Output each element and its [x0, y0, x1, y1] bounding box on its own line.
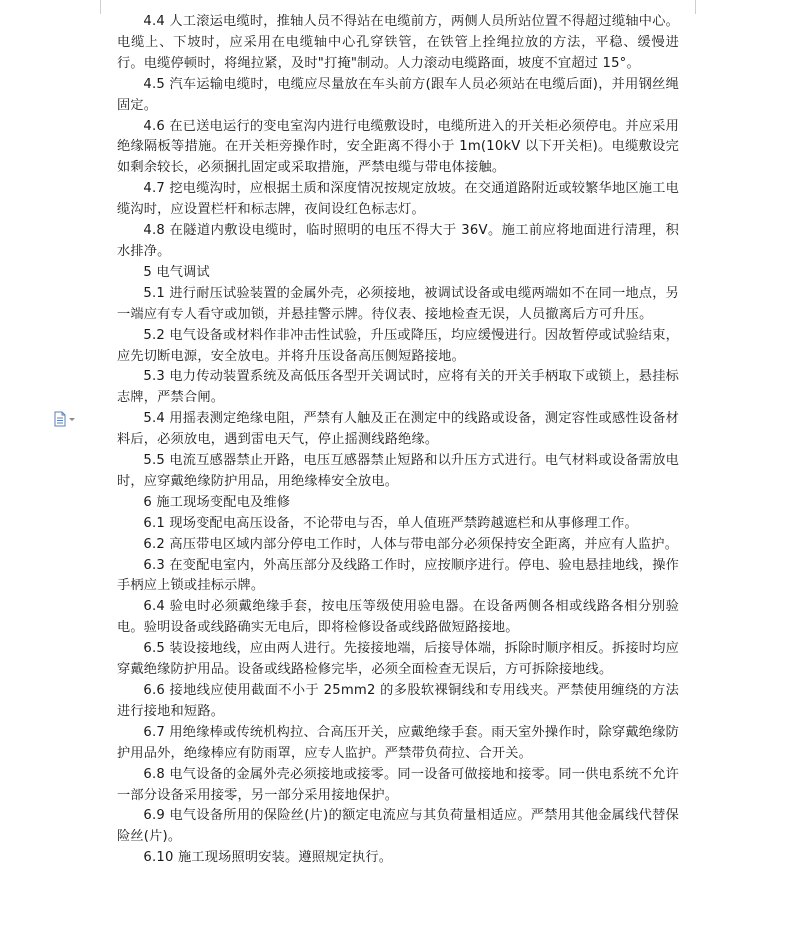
paragraph-6-4: 6.4 验电时必须戴绝缘手套，按电压等级使用验电器。在设备两侧各相或线路各相分别验电。验明设备或线路确实无电后，即将检修设备或线路做短路接地。	[117, 599, 679, 636]
section-heading-5: 5 电气调试	[143, 264, 210, 280]
paragraph-5-2: 5.2 电气设备或材料作非冲击性试验，升压或降压，均应缓慢进行。因故暂停或试验结束，应先切断电源，安全放电。并将升压设备高压侧短路接地。	[117, 327, 679, 364]
paragraph-6-1: 6.1 现场变配电高压设备，不论带电与否，单人值班严禁跨越遮栏和从事修理工作。	[143, 515, 638, 531]
paragraph-5-1: 5.1 进行耐压试验装置的金属外壳，必须接地，被调试设备或电缆两端如不在同一地点，另一端应有专人看守或加锁，并悬挂警示牌。待仪表、接地检查无误，人员撤离后方可升压。	[117, 285, 679, 322]
paragraph-5-4: 5.4 用摇表测定绝缘电阻，严禁有人触及正在测定中的线路或设备，测定容性或感性设备材料后，必须放电，遇到雷电天气，停止摇测线路绝缘。	[117, 411, 679, 448]
paragraph-6-10: 6.10 施工现场照明安装。遵照规定执行。	[143, 850, 393, 866]
paragraph-4-4: 4.4 人工滚运电缆时，推轴人员不得站在电缆前方，两侧人员所站位置不得超过缆轴中心。电缆上、下坡时，应采用在电缆轴中心孔穿铁管，在铁管上拴绳拉放的方法，平稳、缓慢进行。电缆停顿时，将绳拉紧，及时"打掩"制动。人力滚动电缆路面，坡度不宜超过 15°。	[117, 14, 679, 71]
document-options-icon[interactable]	[53, 411, 77, 427]
paragraph-6-8: 6.8 电气设备的金属外壳必须接地或接零。同一设备可做接地和接零。同一供电系统不允许一部分设备采用接零，另一部分采用接地保护。	[117, 766, 679, 803]
document-options-icon-graphic	[53, 411, 77, 427]
paragraph-6-3: 6.3 在变配电室内，外高压部分及线路工作时，应按顺序进行。停电、验电悬挂地线，操作手柄应上锁或挂标示牌。	[117, 557, 679, 594]
paragraph-6-9: 6.9 电气设备所用的保险丝(片)的额定电流应与其负荷量相适应。严禁用其他金属线代替保险丝(片)。	[117, 808, 679, 845]
paragraph-5-5: 5.5 电流互感器禁止开路，电压互感器禁止短路和以升压方式进行。电气材料或设备需放电时，应穿戴绝缘防护用品，用绝缘棒安全放电。	[117, 453, 679, 489]
document-body	[117, 12, 679, 869]
crop-mark-top-left	[100, 0, 101, 14]
paragraph-4-6: 4.6 在已送电运行的变电室沟内进行电缆敷设时，电缆所进入的开关柜必须停电。并应采用绝缘隔板等措施。在开关柜旁操作时，安全距离不得小于 1m(10kV 以下开关柜)。电缆敷设完如剩余较长，必须捆扎固定或采取措施，严禁电缆与带电体接触。	[117, 118, 679, 176]
paragraph-6-6: 6.6 接地线应使用截面不小于 25mm2 的多股软裸铜线和专用线夹。严禁使用缠绕的方法进行接地和短路。	[117, 683, 679, 719]
paragraph-4-7: 4.7 挖电缆沟时，应根据土质和深度情况按规定放坡。在交通道路附近或较繁华地区施工电缆沟时，应设置栏杆和标志牌，夜间设红色标志灯。	[117, 181, 679, 218]
paragraph-4-5: 4.5 汽车运输电缆时，电缆应尽量放在车头前方(跟车人员必须站在电缆后面)，并用钢丝绳固定。	[117, 76, 679, 113]
paragraph-4-8: 4.8 在隧道内敷设电缆时，临时照明的电压不得大于 36V。施工前应将地面进行清理，积水排净。	[117, 223, 679, 259]
crop-mark-top-right	[695, 0, 696, 14]
paragraph-6-5: 6.5 装设接地线，应由两人进行。先接接地端，后接导体端，拆除时顺序相反。拆接时均应穿戴绝缘防护用品。设备或线路检修完毕，必须全面检查无误后，方可拆除接地线。	[117, 641, 679, 678]
paragraph-5-3: 5.3 电力传动装置系统及高低压各型开关调试时，应将有关的开关手柄取下或锁上，悬挂标志牌，严禁合闸。	[117, 369, 679, 406]
paragraph-6-2: 6.2 高压带电区域内部分停电工作时，人体与带电部分必须保持安全距离，并应有人监护。	[143, 536, 679, 552]
paragraph-6-7: 6.7 用绝缘棒或传统机构拉、合高压开关，应戴绝缘手套。雨天室外操作时，除穿戴绝缘防护用品外，绝缘棒应有防雨罩，应专人监护。严禁带负荷拉、合开关。	[117, 724, 679, 761]
section-heading-6: 6 施工现场变配电及维修	[143, 494, 291, 510]
